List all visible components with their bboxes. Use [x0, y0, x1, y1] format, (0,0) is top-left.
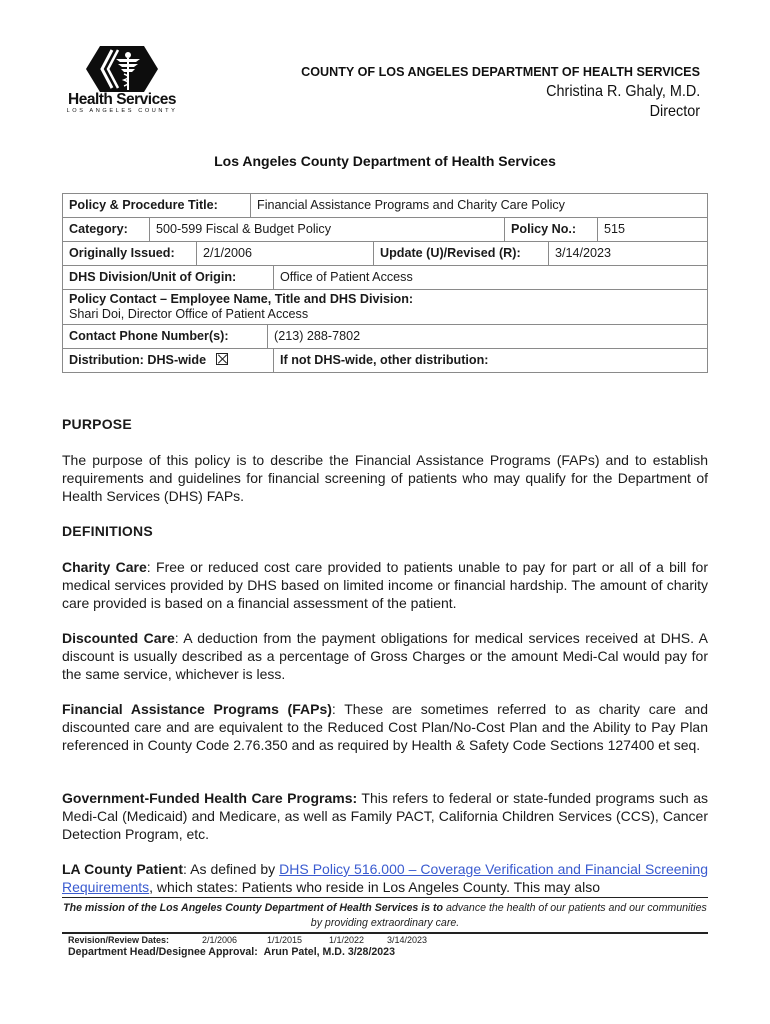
other-distribution-label: If not DHS-wide, other distribution: [273, 349, 707, 372]
definition-government-programs [62, 789, 708, 843]
division-value: Office of Patient Access [273, 266, 707, 289]
logo-subtitle: LOS ANGELES COUNTY [66, 108, 178, 114]
footer-divider-top [62, 897, 708, 898]
title-label: Policy & Procedure Title: [69, 198, 218, 212]
definition-term: Financial Assistance Programs (FAPs) [62, 701, 332, 717]
definition-la-county-patient [62, 860, 708, 896]
policy-info-table [62, 193, 708, 373]
revision-date: 1/1/2022 [329, 935, 365, 945]
definition-text-continued: , which states: Patients who reside in Los Angeles County. This may also [149, 879, 600, 895]
distribution-cell [63, 349, 273, 372]
issued-label: Originally Issued: [69, 246, 175, 260]
definition-term: Discounted Care [62, 630, 175, 646]
mission-rest: advance the health of our patients and our communities by providing extraordinary care. [310, 902, 707, 929]
definition-term: Charity Care [62, 559, 147, 575]
policy-no-value: 515 [597, 218, 707, 241]
row-category [63, 217, 707, 241]
definition-faps [62, 700, 708, 754]
dhs-policy-516-link[interactable]: DHS Policy 516.000 – Coverage Verification and Financial Screening Requirements [62, 861, 708, 895]
category-label: Category: [69, 222, 128, 236]
title-value: Financial Assistance Programs and Charity Care Policy [250, 194, 707, 217]
revision-date: 2/1/2006 [202, 935, 238, 945]
definition-charity-care [62, 558, 708, 612]
organization-name: COUNTY OF LOS ANGELES DEPARTMENT OF HEALTH SERVICES [301, 65, 700, 79]
row-phone [63, 324, 707, 348]
revision-dates-row [68, 935, 427, 945]
row-policy-title [63, 194, 707, 217]
policy-no-label: Policy No.: [504, 218, 597, 241]
definition-text: : Free or reduced cost care provided to patients unable to pay for part or all of a bill for medical services provided by DHS based on limited income or financial hardship. The amount of charity care provided is based on a financial assessment of the patient. [62, 559, 708, 611]
definition-text: : These are sometimes referred to as charity care and discounted care and are equivalent to the Reduced Cost Plan/No-Cost Plan and the Ability to Pay Plan referenced in County Code 2.76.350 and as required by Health & Safety Code Sections 127400 et seq. [62, 701, 708, 753]
contact-value: Shari Doi, Director Office of Patient Access [69, 307, 309, 321]
mission-bold: The mission of the Los Angeles County Department of Health Services is to [63, 902, 444, 914]
revised-label: Update (U)/Revised (R): [373, 242, 548, 265]
contact-block [63, 290, 419, 324]
contact-label: Policy Contact – Employee Name, Title and DHS Division: [69, 292, 414, 306]
phone-label: Contact Phone Number(s): [69, 329, 229, 343]
approval-value: Arun Patel, M.D. 3/28/2023 [263, 946, 395, 958]
definition-text: This refers to federal or state-funded programs such as Medi-Cal (Medicaid) and Medicare, as well as Family PACT, California Children Services (CCS), Cancer Detection Program, etc. [62, 790, 708, 842]
definition-text: : As defined by [183, 861, 280, 877]
definition-text: : A deduction from the payment obligations for medical services received at DHS. A discount is usually described as a percentage of Gross Charges or the amount Medi-Cal would pay for the same service, whichever is less. [62, 630, 709, 682]
revision-label: Revision/Review Dates: [68, 935, 170, 945]
caduceus-hexagon-icon [66, 44, 178, 96]
row-contact [63, 289, 707, 324]
distribution-label: Distribution: DHS-wide [69, 353, 207, 367]
division-label: DHS Division/Unit of Origin: [69, 270, 237, 284]
mission-statement [62, 901, 708, 931]
row-division [63, 265, 707, 289]
approval-label: Department Head/Designee Approval: [68, 946, 258, 958]
definition-term: LA County Patient [62, 861, 184, 877]
purpose-text: The purpose of this policy is to describe the Financial Assistance Programs (FAPs) and to establish requirements and guidelines for financial screening of patients who may qualify for the Department of Health Services (DHS) FAPs. [62, 452, 708, 504]
director-title: Director [649, 103, 700, 120]
director-name: Christina R. Ghaly, M.D. [545, 83, 700, 100]
phone-value: (213) 288-7802 [267, 325, 707, 348]
revision-date: 3/14/2023 [387, 935, 428, 945]
definition-discounted-care [62, 629, 708, 683]
purpose-heading: PURPOSE [62, 416, 132, 432]
logo-title: Health Services [68, 91, 176, 108]
definition-term: Government-Funded Health Care Programs: [62, 790, 358, 806]
footer-divider-bottom [62, 932, 708, 934]
issued-value: 2/1/2006 [196, 242, 373, 265]
document-title: Los Angeles County Department of Health Services [214, 153, 556, 169]
definitions-heading: DEFINITIONS [62, 523, 153, 539]
approval-row [68, 946, 395, 958]
row-dates [63, 241, 707, 265]
row-distribution [63, 348, 707, 372]
dhs-wide-checkbox[interactable] [216, 353, 228, 365]
revised-value: 3/14/2023 [548, 242, 707, 265]
category-value: 500-599 Fiscal & Budget Policy [149, 218, 504, 241]
revision-date: 1/1/2015 [267, 935, 303, 945]
